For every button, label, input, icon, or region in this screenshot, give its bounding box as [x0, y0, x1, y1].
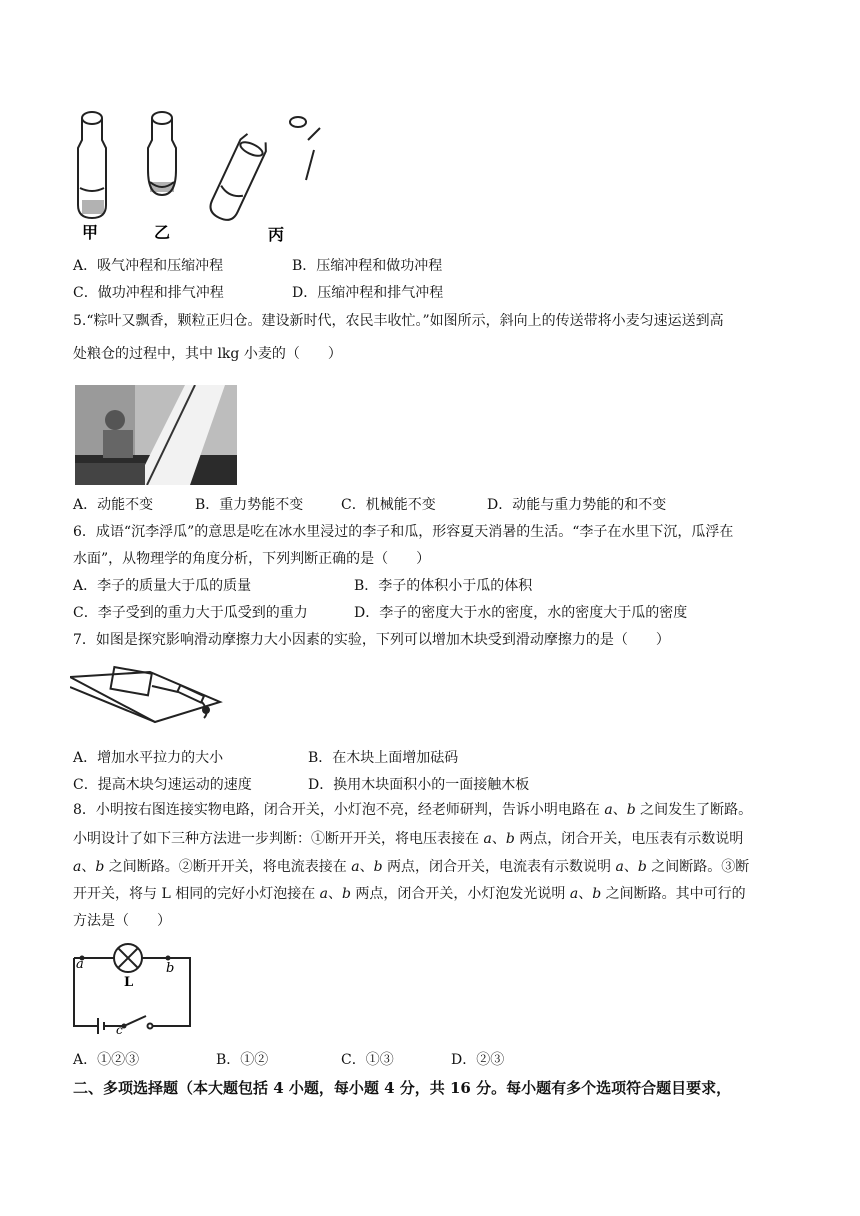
q8-option-a: A．①②③	[73, 1052, 140, 1068]
q8-stem-line1: 8．小明按右图连接实物电路，闭合开关，小灯泡不亮，经老师研判，告诉小明电路在 a、b 之间发生了断路。	[73, 802, 753, 818]
circuit-diagram	[68, 938, 198, 1036]
q6-option-a: A．李子的质量大于瓜的质量	[73, 578, 252, 594]
circuit-label-c: c	[116, 1023, 123, 1036]
q6-option-c: C．李子受到的重力大于瓜受到的重力	[73, 605, 308, 621]
q6-stem-line1: 6．成语“沉李浮瓜”的意思是吃在冰水里浸过的李子和瓜，形容夏天消暑的生活。“李子在水里下沉，瓜浮在	[73, 524, 734, 540]
q5-option-a: A．动能不变	[73, 497, 154, 513]
test-tubes-figure	[70, 100, 340, 245]
q8-stem-line5: 方法是（ ）	[73, 913, 171, 929]
q6-stem-line2: 水面”，从物理学的角度分析，下列判断正确的是（ ）	[73, 551, 431, 567]
q4-option-d: D．压缩冲程和排气冲程	[292, 285, 444, 301]
figure-label-bing: 丙	[268, 225, 285, 244]
q8-option-b: B．①②	[216, 1052, 269, 1068]
q6-option-d: D．李子的密度大于水的密度，水的密度大于瓜的密度	[354, 605, 688, 621]
circuit-label-b: b	[166, 961, 175, 976]
q8-stem-line3: a、b 之间断路。②断开开关，将电流表接在 a、b 两点，闭合开关，电流表有示数说明 a、b 之间断路。③断	[73, 859, 750, 875]
conveyor-photo	[75, 385, 237, 485]
q8-option-d: D．②③	[451, 1052, 505, 1068]
q4-option-b: B．压缩冲程和做功冲程	[292, 258, 443, 274]
q5-option-d: D．动能与重力势能的和不变	[487, 497, 667, 513]
q8-option-c: C．①③	[341, 1052, 394, 1068]
q7-option-a: A．增加水平拉力的大小	[73, 750, 224, 766]
q6-option-b: B．李子的体积小于瓜的体积	[354, 578, 533, 594]
figure-label-jia: 甲	[82, 223, 99, 242]
q5-stem-line2: 处粮仓的过程中，其中 lkg 小麦的（ ）	[73, 346, 342, 362]
q7-option-b: B．在木块上面增加砝码	[308, 750, 459, 766]
friction-experiment-figure	[70, 662, 225, 730]
q7-stem: 7．如图是探究影响滑动摩擦力大小因素的实验，下列可以增加木块受到滑动摩擦力的是（ ）	[73, 632, 670, 648]
q4-option-c: C．做功冲程和排气冲程	[73, 285, 224, 301]
circuit-label-a: a	[76, 957, 84, 972]
q4-option-a: A．吸气冲程和压缩冲程	[73, 258, 224, 274]
figure-label-yi: 乙	[154, 223, 171, 242]
q5-stem-line1: 5.“粽叶又飘香，颗粒正归仓。建设新时代，农民丰收忙。”如图所示，斜向上的传送带将小麦匀速运送到高	[73, 313, 724, 329]
q8-stem-line4: 开开关，将与 L 相同的完好小灯泡接在 a、b 两点，闭合开关，小灯泡发光说明 a、b 之间断路。其中可行的	[73, 886, 746, 902]
q7-option-c: C．提高木块匀速运动的速度	[73, 777, 252, 793]
circuit-label-lamp: L	[124, 975, 134, 990]
section-2-heading: 二、多项选择题（本大题包括 4 小题，每小题 4 分，共 16 分。每小题有多个选项符合题目要求，	[73, 1079, 732, 1097]
q5-option-c: C．机械能不变	[341, 497, 436, 513]
q7-option-d: D．换用木块面积小的一面接触木板	[308, 777, 530, 793]
q5-option-b: B．重力势能不变	[195, 497, 304, 513]
q8-stem-line2: 小明设计了如下三种方法进一步判断：①断开开关，将电压表接在 a、b 两点，闭合开关，电压表有示数说明	[73, 831, 744, 847]
